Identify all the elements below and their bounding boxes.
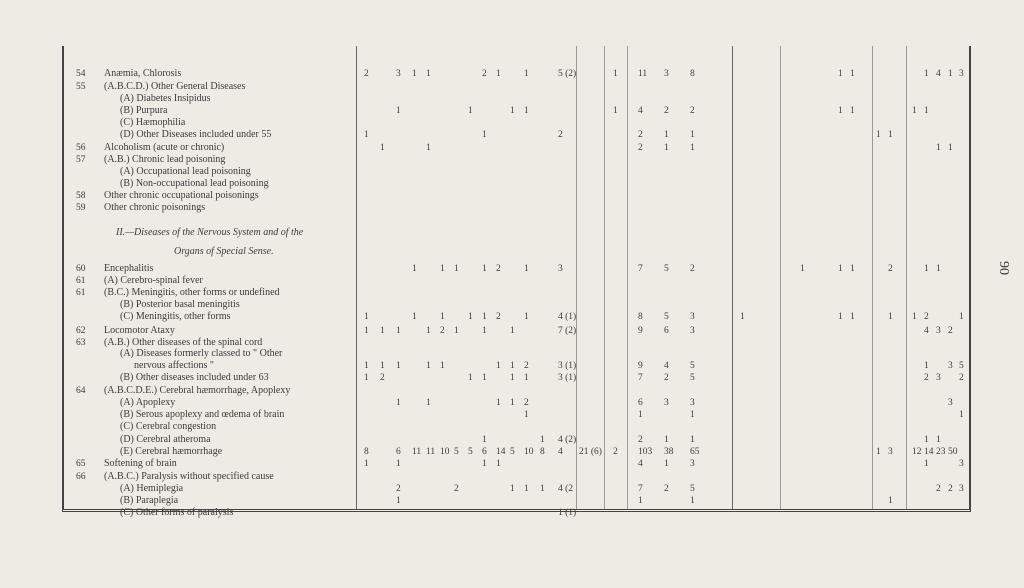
table-row <box>64 93 969 105</box>
table-cell: 11 <box>638 69 648 79</box>
row-number: 66 <box>76 472 86 482</box>
table-cell: 1 <box>924 69 929 79</box>
table-row <box>64 202 969 214</box>
table-cell: 1 <box>800 264 805 274</box>
table-cell: 1 <box>936 435 941 445</box>
table-cell: 4 <box>638 106 643 116</box>
table-cell: 1 <box>364 130 369 140</box>
table-cell: 1 <box>380 361 385 371</box>
table-cell: 14 <box>496 447 506 457</box>
table-cell: 1 <box>468 106 473 116</box>
table-cell: 1 <box>924 435 929 445</box>
table-cell: 14 <box>924 447 934 457</box>
row-number: 65 <box>76 459 86 469</box>
table-cell: 1 <box>426 326 431 336</box>
table-row <box>64 446 969 458</box>
row-label: Locomotor Ataxy <box>104 325 175 336</box>
table-cell: 1 <box>482 459 487 469</box>
table-row <box>64 409 969 421</box>
table-cell: 5 <box>664 264 669 274</box>
table-cell: 1 <box>412 69 417 79</box>
table-cell: 1 <box>850 312 855 322</box>
table-cell: 1 <box>396 398 401 408</box>
row-label: Other chronic occupational poisonings <box>104 190 259 201</box>
table-cell: 1 <box>524 264 529 274</box>
table-row <box>64 360 969 372</box>
table-cell: 3 <box>959 459 964 469</box>
row-label: (A.B.C.D.) Other General Diseases <box>104 81 246 92</box>
table-row <box>64 495 969 507</box>
row-label: Anæmia, Chlorosis <box>104 68 182 79</box>
table-cell: 1 <box>510 361 515 371</box>
row-number: 61 <box>76 276 86 286</box>
table-cell: 1 <box>426 143 431 153</box>
table-cell: 2 <box>613 447 618 457</box>
row-label: (A) Apoplexy <box>120 397 176 408</box>
table-cell: 1 <box>482 373 487 383</box>
table-cell: 4 (1) <box>558 312 577 322</box>
row-label: (A) Diabetes Insipidus <box>120 93 211 104</box>
row-number: 59 <box>76 203 86 213</box>
table-cell: 5 <box>664 312 669 322</box>
row-number: 64 <box>76 386 86 396</box>
row-label: (D) Other Diseases included under 55 <box>120 129 272 140</box>
table-cell: 1 <box>690 130 695 140</box>
table-row <box>64 385 969 397</box>
table-cell: 1 <box>524 312 529 322</box>
row-number: 61 <box>76 288 86 298</box>
table-cell: 1 <box>876 447 881 457</box>
table-cell: 3 <box>936 373 941 383</box>
table-cell: 1 <box>496 69 501 79</box>
table-cell: 2 <box>924 373 929 383</box>
statistics-table <box>62 46 971 518</box>
table-cell: 3 <box>936 326 941 336</box>
section-title-line1: II.—Diseases of the Nervous System and of the <box>116 227 304 238</box>
table-cell: 65 <box>690 447 700 457</box>
table-row <box>64 434 969 446</box>
table-cell: 1 <box>380 326 385 336</box>
table-cell: 1 <box>524 410 529 420</box>
table-cell: 1 <box>850 264 855 274</box>
table-cell: 1 <box>482 326 487 336</box>
table-cell: 9 <box>638 361 643 371</box>
table-cell: 2 <box>888 264 893 274</box>
table-cell: 3 (1) <box>558 373 577 383</box>
table-cell: 2 <box>664 106 669 116</box>
row-label: (A.B.C.D.E.) Cerebral hæmorrhage, Apoplexy <box>104 385 291 396</box>
table-cell: 5 <box>454 447 459 457</box>
table-cell: 38 <box>664 447 674 457</box>
table-cell: 23 <box>936 447 946 457</box>
table-cell: 11 <box>426 447 436 457</box>
table-cell: 1 <box>850 69 855 79</box>
table-cell: 1 <box>364 312 369 322</box>
row-number: 63 <box>76 338 86 348</box>
table-row <box>64 142 969 154</box>
table-cell: 7 <box>638 373 643 383</box>
table-cell: 1 <box>690 435 695 445</box>
table-cell: 9 <box>638 326 643 336</box>
table-cell: 4 <box>924 326 929 336</box>
table-row <box>64 263 969 275</box>
table-cell: 2 <box>380 373 385 383</box>
table-cell: 1 <box>364 326 369 336</box>
table-cell: 2 <box>496 264 501 274</box>
table-row <box>64 483 969 495</box>
table-cell: 1 <box>396 106 401 116</box>
table-cell: 1 <box>412 312 417 322</box>
row-label: (A.B.) Chronic lead poisoning <box>104 154 226 165</box>
table-cell: 3 <box>690 398 695 408</box>
table-cell: 1 <box>454 264 459 274</box>
row-label: (C) Meningitis, other forms <box>120 311 231 322</box>
table-cell: 2 <box>364 69 369 79</box>
table-row <box>64 166 969 178</box>
row-label: Alcoholism (acute or chronic) <box>104 142 225 153</box>
table-row <box>64 471 969 483</box>
row-label: (C) Cerebral congestion <box>120 421 217 432</box>
table-cell: 5 <box>690 361 695 371</box>
row-label: (A) Hemiplegia <box>120 483 184 494</box>
table-cell: 1 <box>664 435 669 445</box>
table-cell: 50 <box>948 447 958 457</box>
table-cell: 2 <box>690 106 695 116</box>
table-cell: 1 <box>664 459 669 469</box>
row-label: (A.B.C.) Paralysis without specified cause <box>104 471 274 482</box>
table-cell: 3 <box>690 326 695 336</box>
table-cell: 1 <box>613 106 618 116</box>
table-cell: 7 (2) <box>558 326 577 336</box>
table-cell: 1 <box>426 69 431 79</box>
table-cell: 4 <box>558 447 563 457</box>
table-cell: 1 <box>664 130 669 140</box>
table-cell: 1 <box>850 106 855 116</box>
table-cell: 1 <box>936 143 941 153</box>
table-cell: 1 <box>540 435 545 445</box>
row-label: (E) Cerebral hæmorrhage <box>120 446 223 457</box>
table-cell: 1 <box>440 312 445 322</box>
row-label: (D) Cerebral atheroma <box>120 434 211 445</box>
table-row <box>64 311 969 323</box>
row-label: (C) Other forms of paralysis <box>120 507 234 518</box>
table-cell: 10 <box>440 447 450 457</box>
table-cell: 2 <box>454 484 459 494</box>
row-label: (B.C.) Meningitis, other forms or undefined <box>104 287 280 298</box>
table-cell: 3 <box>558 264 563 274</box>
table-cell: 1 <box>496 398 501 408</box>
table-row <box>64 68 969 80</box>
table-cell: 1 <box>496 361 501 371</box>
table-cell: 1 <box>440 264 445 274</box>
table-cell: 1 <box>959 410 964 420</box>
table-cell: 1 <box>888 496 893 506</box>
table-row <box>64 397 969 409</box>
section-title-line2: Organs of Special Sense. <box>174 246 274 257</box>
table-cell: 2 <box>440 326 445 336</box>
table-cell: 1 <box>468 373 473 383</box>
row-label: nervous affections " <box>134 360 214 371</box>
row-number: 56 <box>76 143 86 153</box>
row-label: (B) Posterior basal meningitis <box>120 299 240 310</box>
row-label: (A) Cerebro-spinal fever <box>104 275 203 286</box>
table-cell: 3 <box>888 447 893 457</box>
table-cell: 1 <box>396 459 401 469</box>
table-cell: 5 <box>959 361 964 371</box>
table-cell: 11 <box>412 447 422 457</box>
row-label: Encephalitis <box>104 263 154 274</box>
table-cell: 10 <box>524 447 534 457</box>
table-row <box>64 458 969 470</box>
table-row <box>64 190 969 202</box>
row-label: Other chronic poisonings <box>104 202 206 213</box>
table-cell: 3 <box>664 398 669 408</box>
table-cell: 4 <box>664 361 669 371</box>
table-row <box>64 348 969 360</box>
table-cell: 1 <box>876 130 881 140</box>
table-cell: 2 <box>638 435 643 445</box>
table-cell: 7 <box>638 484 643 494</box>
table-cell: 8 <box>690 69 695 79</box>
table-cell: 5 (2) <box>558 69 577 79</box>
table-cell: 1 <box>740 312 745 322</box>
table-cell: 1 <box>496 459 501 469</box>
table-cell: 1 (1) <box>558 508 577 518</box>
table-row <box>64 105 969 117</box>
table-cell: 4 (2 <box>558 484 574 494</box>
table-cell: 6 <box>482 447 487 457</box>
table-row <box>64 325 969 337</box>
table-cell: 6 <box>664 326 669 336</box>
table-cell: 1 <box>468 312 473 322</box>
table-cell: 1 <box>510 484 515 494</box>
table-cell: 1 <box>838 312 843 322</box>
table-cell: 1 <box>924 264 929 274</box>
table-cell: 2 <box>664 373 669 383</box>
table-cell: 2 <box>524 398 529 408</box>
row-number: 57 <box>76 155 86 165</box>
table-cell: 4 <box>638 459 643 469</box>
row-label: Softening of brain <box>104 458 177 469</box>
row-number: 58 <box>76 191 86 201</box>
table-cell: 6 <box>638 398 643 408</box>
table-row <box>64 299 969 311</box>
table-cell: 3 <box>396 69 401 79</box>
table-cell: 8 <box>638 312 643 322</box>
table-row <box>64 507 969 519</box>
table-cell: 1 <box>924 459 929 469</box>
table-cell: 2 <box>482 69 487 79</box>
table-cell: 5 <box>510 447 515 457</box>
table-cell: 1 <box>924 361 929 371</box>
row-number: 55 <box>76 82 86 92</box>
table-cell: 1 <box>510 398 515 408</box>
table-cell: 1 <box>524 373 529 383</box>
table-cell: 3 <box>959 69 964 79</box>
table-cell: 1 <box>959 312 964 322</box>
table-cell: 1 <box>948 69 953 79</box>
row-number: 62 <box>76 326 86 336</box>
table-cell: 1 <box>664 143 669 153</box>
row-number: 54 <box>76 69 86 79</box>
table-cell: 1 <box>482 312 487 322</box>
table-row <box>64 275 969 287</box>
table-cell: 2 <box>936 484 941 494</box>
table-cell: 1 <box>426 398 431 408</box>
table-cell: 1 <box>888 312 893 322</box>
table-cell: 1 <box>690 143 695 153</box>
table-cell: 1 <box>454 326 459 336</box>
table-cell: 5 <box>690 484 695 494</box>
table-cell: 3 <box>959 484 964 494</box>
table-row <box>64 372 969 384</box>
table-cell: 1 <box>510 326 515 336</box>
table-row <box>64 287 969 299</box>
row-label: (B) Purpura <box>120 105 168 116</box>
row-label: (A) Occupational lead poisoning <box>120 166 251 177</box>
table-cell: 2 <box>496 312 501 322</box>
table-cell: 1 <box>888 130 893 140</box>
table-cell: 7 <box>638 264 643 274</box>
table-cell: 1 <box>613 69 618 79</box>
row-label: (B) Non-occupational lead poisoning <box>120 178 269 189</box>
table-cell: 1 <box>524 69 529 79</box>
table-cell: 2 <box>948 484 953 494</box>
row-label: (B) Other diseases included under 63 <box>120 372 269 383</box>
table-cell: 1 <box>426 361 431 371</box>
table-row <box>64 117 969 129</box>
table-cell: 3 <box>664 69 669 79</box>
table-cell: 1 <box>540 484 545 494</box>
table-cell: 1 <box>440 361 445 371</box>
table-cell: 2 <box>638 130 643 140</box>
table-cell: 1 <box>638 410 643 420</box>
table-cell: 1 <box>396 361 401 371</box>
table-cell: 1 <box>364 459 369 469</box>
table-cell: 1 <box>510 373 515 383</box>
table-cell: 1 <box>948 143 953 153</box>
table-cell: 1 <box>510 106 515 116</box>
table-cell: 8 <box>540 447 545 457</box>
table-cell: 5 <box>690 373 695 383</box>
table-cell: 1 <box>912 312 917 322</box>
row-label: (B) Serous apoplexy and œdema of brain <box>120 409 285 420</box>
table-cell: 1 <box>924 106 929 116</box>
table-row <box>64 81 969 93</box>
row-label: (A.B.) Other diseases of the spinal cord <box>104 337 263 348</box>
table-cell: 2 <box>948 326 953 336</box>
table-cell: 1 <box>482 435 487 445</box>
table-row <box>64 129 969 141</box>
table-cell: 21 (6) <box>579 447 602 457</box>
table-cell: 4 <box>936 69 941 79</box>
table-cell: 2 <box>638 143 643 153</box>
table-cell: 1 <box>482 130 487 140</box>
table-cell: 8 <box>364 447 369 457</box>
table-cell: 2 <box>924 312 929 322</box>
table-cell: 103 <box>638 447 653 457</box>
page-number: 90 <box>996 261 1011 275</box>
table-cell: 1 <box>936 264 941 274</box>
table-cell: 3 (1) <box>558 361 577 371</box>
table-cell: 1 <box>690 410 695 420</box>
table-cell: 1 <box>524 106 529 116</box>
table-cell: 1 <box>690 496 695 506</box>
table-cell: 3 <box>690 312 695 322</box>
table-cell: 3 <box>948 361 953 371</box>
table-cell: 2 <box>959 373 964 383</box>
table-row <box>64 178 969 190</box>
table-cell: 3 <box>948 398 953 408</box>
table-cell: 3 <box>690 459 695 469</box>
table-cell: 1 <box>364 373 369 383</box>
table-cell: 2 <box>558 130 563 140</box>
table-cell: 4 (2) <box>558 435 577 445</box>
table-cell: 12 <box>912 447 922 457</box>
row-number: 60 <box>76 264 86 274</box>
table-cell: 1 <box>912 106 917 116</box>
table-row <box>64 421 969 433</box>
row-label: (C) Hæmophilia <box>120 117 186 128</box>
row-label: (A) Diseases formerly classed to " Other <box>120 348 283 359</box>
table-cell: 6 <box>396 447 401 457</box>
table-cell: 1 <box>838 69 843 79</box>
table-cell: 5 <box>468 447 473 457</box>
table-cell: 2 <box>524 361 529 371</box>
table-cell: 1 <box>838 106 843 116</box>
table-cell: 1 <box>482 264 487 274</box>
table-cell: 1 <box>364 361 369 371</box>
table-cell: 1 <box>638 496 643 506</box>
table-row <box>64 154 969 166</box>
table-cell: 1 <box>380 143 385 153</box>
table-cell: 1 <box>524 484 529 494</box>
table-cell: 2 <box>396 484 401 494</box>
table-cell: 1 <box>396 326 401 336</box>
table-cell: 2 <box>664 484 669 494</box>
table-cell: 1 <box>412 264 417 274</box>
table-cell: 2 <box>690 264 695 274</box>
table-cell: 1 <box>396 496 401 506</box>
table-cell: 1 <box>838 264 843 274</box>
row-label: (B) Paraplegia <box>120 495 179 506</box>
